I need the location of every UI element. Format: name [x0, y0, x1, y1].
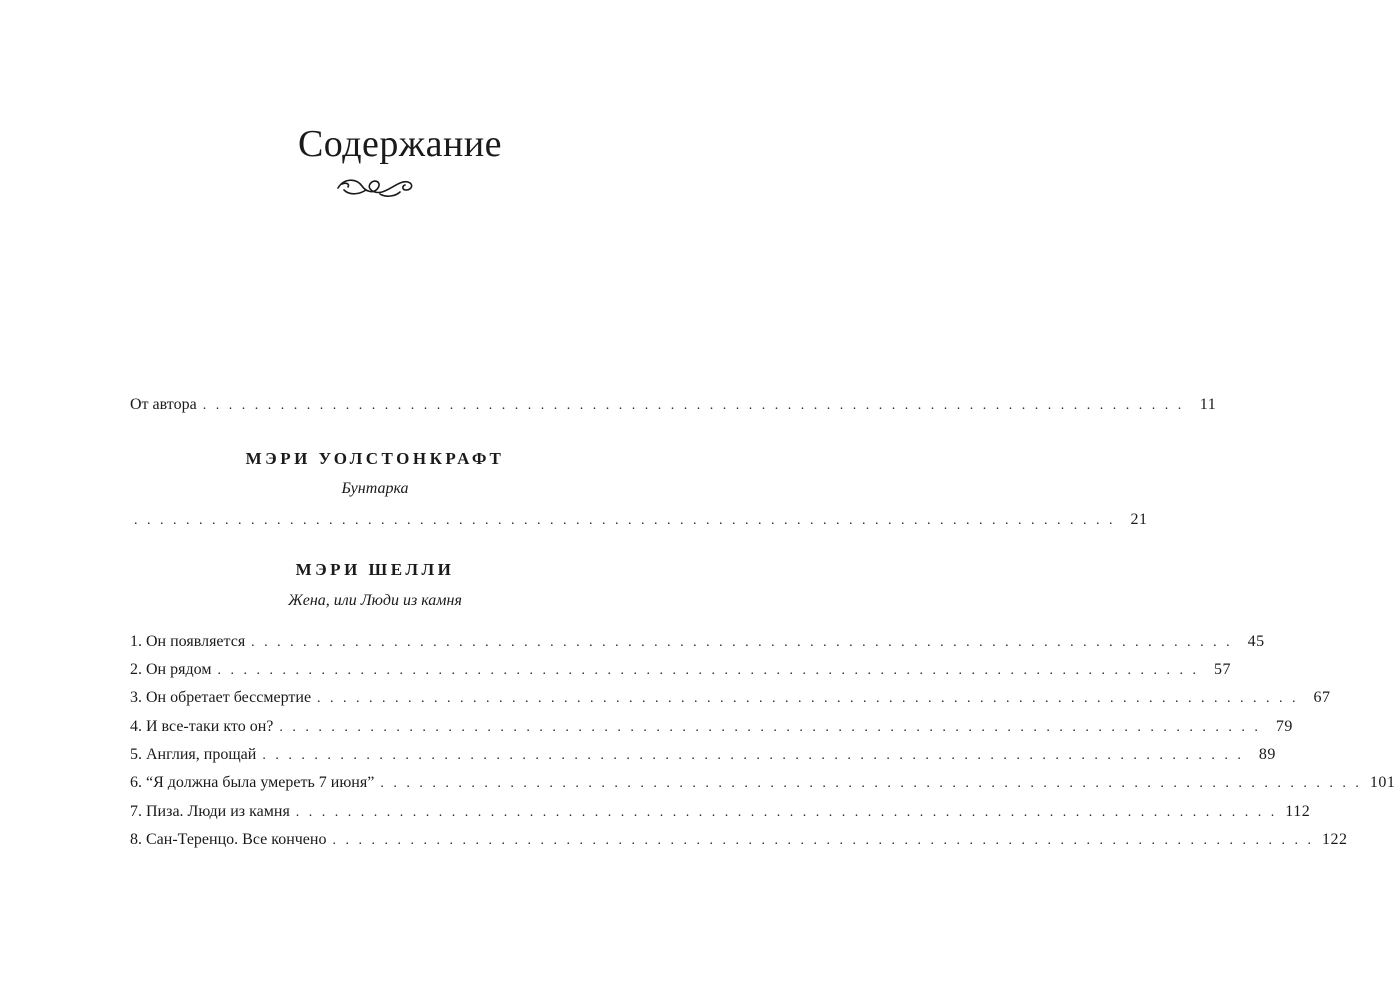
toc-entry-page: 67: [1313, 689, 1331, 706]
dot-leader: . . . . . . . . . . . . . . . . . . . . . . . . . . . . . . . . . . . . . . . . . . . . . . . . . . . . . . . . . . . . . . . . . . . . . . . . . . . .: [332, 833, 1314, 848]
toc-entry-chapter-4[interactable]: [130, 716, 1293, 738]
toc-entry-label: 1. Он появляется: [130, 633, 246, 650]
dot-leader: . . . . . . . . . . . . . . . . . . . . . . . . . . . . . . . . . . . . . . . . . . . . . . . . . . . . . . . . . . . . . . . . . . . . . . . . . . . .: [134, 513, 1116, 528]
toc-entry-label: 6. “Я должна была умереть 7 июня”: [130, 774, 375, 791]
dot-leader: . . . . . . . . . . . . . . . . . . . . . . . . . . . . . . . . . . . . . . . . . . . . . . . . . . . . . . . . . . . . . . . . . . . . . . . . . . . .: [217, 663, 1199, 678]
toc-entry-page: 45: [1247, 633, 1265, 650]
toc-entry-label: 7. Пиза. Люди из камня: [130, 803, 290, 820]
section-subtitle-wife: Жена, или Люди из камня: [288, 592, 462, 609]
toc-entry-chapter-5[interactable]: [130, 744, 1276, 766]
toc-entry-chapter-1[interactable]: [130, 631, 1265, 653]
toc-entry-page: 89: [1258, 746, 1276, 763]
toc-entry-label: 8. Сан-Теренцо. Все кончено: [130, 831, 327, 848]
flourish-ornament-icon: [334, 172, 416, 200]
toc-entry-page: 112: [1285, 803, 1311, 820]
toc-entry-page: 57: [1213, 661, 1231, 678]
toc-entry-chapter-3[interactable]: [130, 687, 1331, 709]
toc-entry-foreword[interactable]: [130, 394, 1217, 416]
toc-entry-page: 11: [1199, 396, 1217, 413]
toc-entry-page: 122: [1321, 831, 1348, 848]
toc-entry-label: От автора: [130, 396, 197, 413]
dot-leader: . . . . . . . . . . . . . . . . . . . . . . . . . . . . . . . . . . . . . . . . . . . . . . . . . . . . . . . . . . . . . . . . . . . . . . . . . . . .: [279, 720, 1261, 735]
dot-leader: . . . . . . . . . . . . . . . . . . . . . . . . . . . . . . . . . . . . . . . . . . . . . . . . . . . . . . . . . . . . . . . . . . . . . . . . . . . .: [251, 635, 1233, 650]
toc-entry-chapter-7[interactable]: [130, 801, 1311, 823]
dot-leader: . . . . . . . . . . . . . . . . . . . . . . . . . . . . . . . . . . . . . . . . . . . . . . . . . . . . . . . . . . . . . . . . . . . . . . . . . . . .: [317, 691, 1299, 706]
toc-entry-chapter-2[interactable]: [130, 659, 1231, 681]
toc-entry-chapter-8[interactable]: [130, 829, 1348, 851]
section-subtitle-rebel: Бунтарка: [341, 480, 409, 497]
toc-entry-page: 79: [1275, 718, 1293, 735]
toc-entry-label: 2. Он рядом: [130, 661, 212, 678]
dot-leader: . . . . . . . . . . . . . . . . . . . . . . . . . . . . . . . . . . . . . . . . . . . . . . . . . . . . . . . . . . . . . . . . . . . . . . . . . . . .: [295, 805, 1278, 820]
dot-leader: . . . . . . . . . . . . . . . . . . . . . . . . . . . . . . . . . . . . . . . . . . . . . . . . . . . . . . . . . . . . . . . . . . . . . . . . . . . .: [262, 748, 1244, 763]
toc-entry-label: 4. И все-таки кто он?: [130, 718, 274, 735]
toc-entry-label: 5. Англия, прощай: [130, 746, 257, 763]
section-heading-wollstonecraft: МЭРИ УОЛСТОНКРАФТ: [245, 449, 505, 468]
toc-entry-page: 21: [1130, 511, 1148, 528]
toc-entry-label: 3. Он обретает бессмертие: [130, 689, 312, 706]
toc-entry-page: 101: [1369, 774, 1395, 791]
toc-entry-chapter-6[interactable]: [130, 772, 1395, 794]
section-heading-shelley: МЭРИ ШЕЛЛИ: [295, 560, 455, 579]
dot-leader: . . . . . . . . . . . . . . . . . . . . . . . . . . . . . . . . . . . . . . . . . . . . . . . . . . . . . . . . . . . . . . . . . . . . . . . . . . . .: [202, 398, 1185, 413]
page-title: Содержание: [297, 123, 503, 165]
dot-leader: . . . . . . . . . . . . . . . . . . . . . . . . . . . . . . . . . . . . . . . . . . . . . . . . . . . . . . . . . . . . . . . . . . . . . . . . . . . .: [380, 776, 1362, 791]
toc-entry-section-rebel[interactable]: [134, 509, 1148, 531]
